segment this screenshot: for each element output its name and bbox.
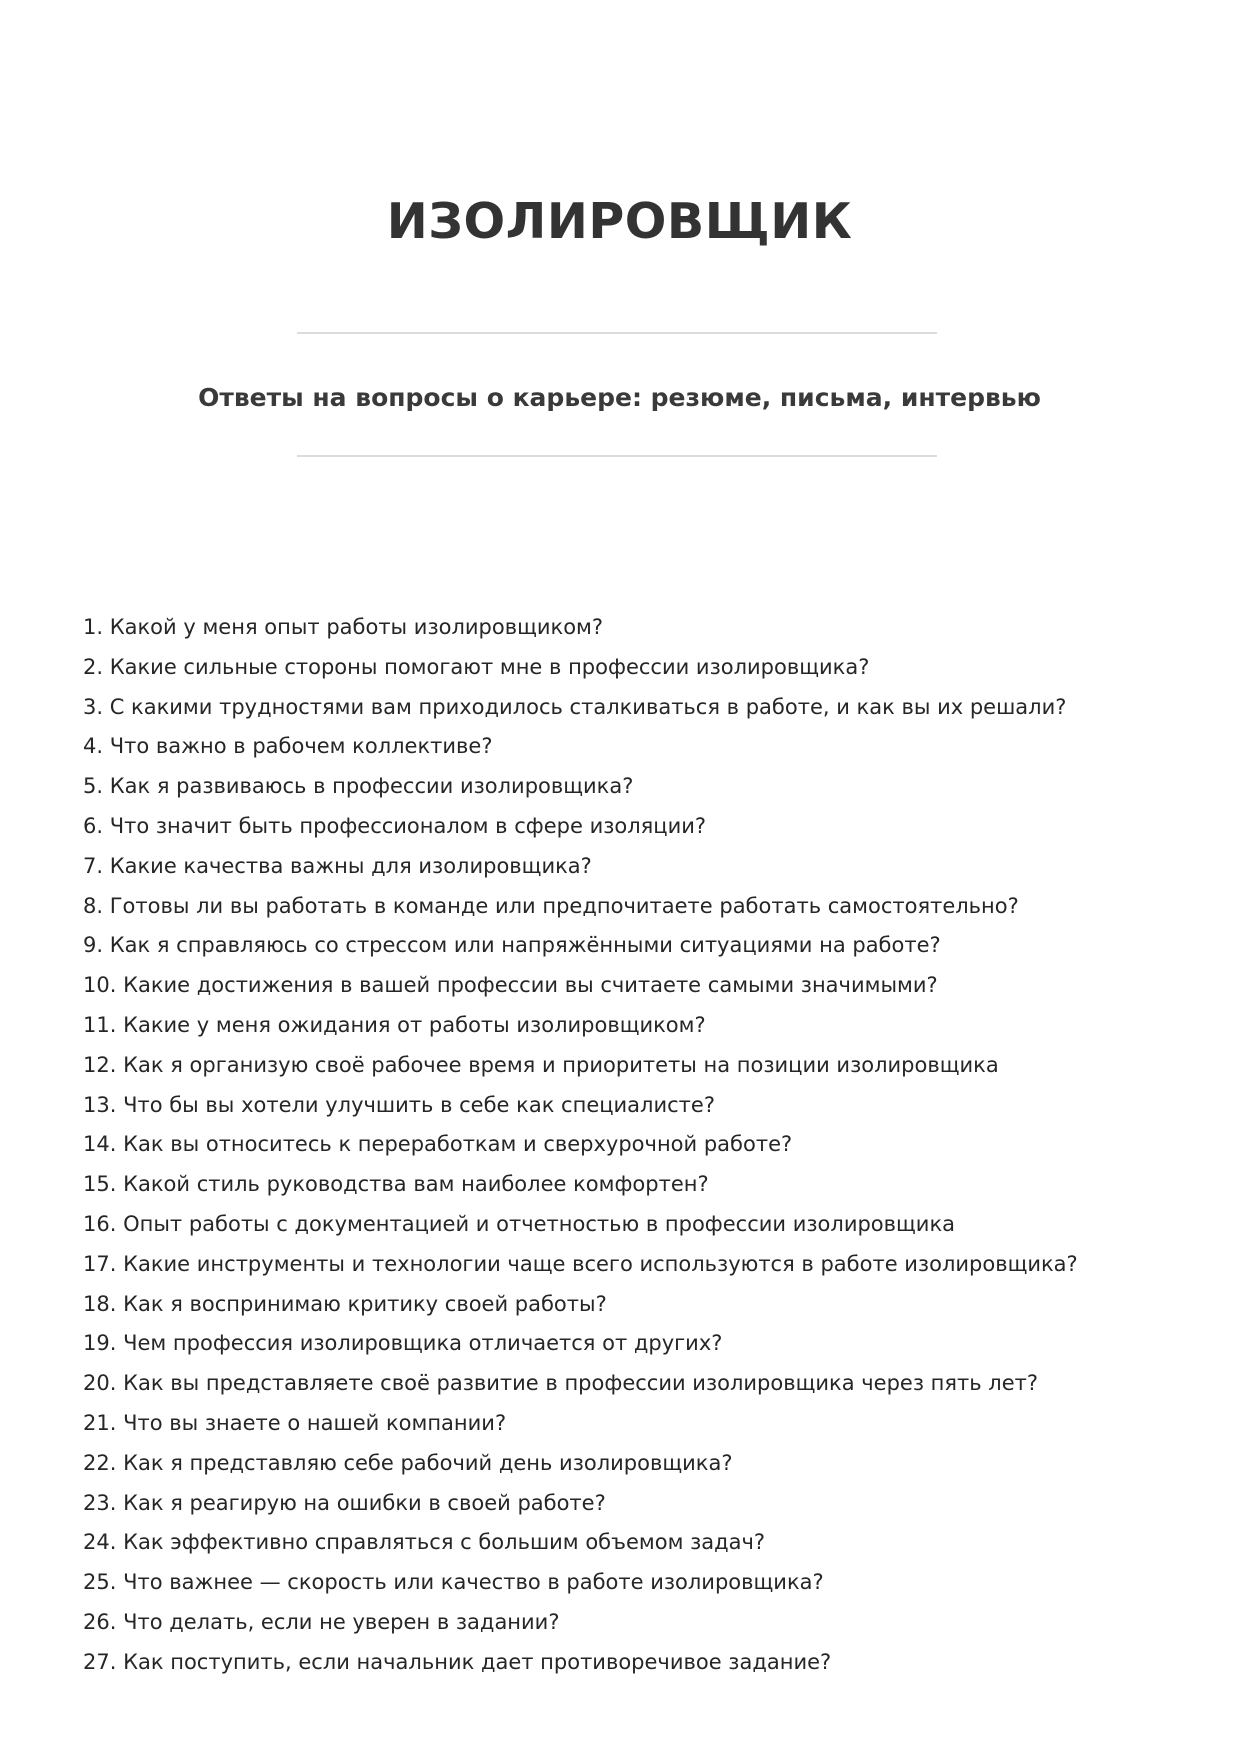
question-item: 17. Какие инструменты и технологии чаще всего используются в работе изолировщика? <box>83 1251 1078 1276</box>
page-title: ИЗОЛИРОВЩИК <box>386 193 853 250</box>
question-item: 9. Как я справляюсь со стрессом или напряжёнными ситуациями на работе? <box>83 933 941 958</box>
question-item: 12. Как я организую своё рабочее время и приоритеты на позиции изолировщика <box>83 1052 999 1077</box>
question-item: 7. Какие качества важны для изолировщика? <box>83 853 592 878</box>
question-item: 10. Какие достижения в вашей профессии вы считаете самыми значимыми? <box>83 973 938 998</box>
question-item: 14. Как вы относитесь к переработкам и сверхурочной работе? <box>83 1132 793 1157</box>
question-item: 27. Как поступить, если начальник дает противоречивое задание? <box>83 1649 832 1674</box>
question-item: 26. Что делать, если не уверен в задании? <box>83 1609 560 1634</box>
page-subtitle: Ответы на вопросы о карьере: резюме, письма, интервью <box>198 383 1041 412</box>
bottom-divider <box>297 455 937 457</box>
question-item: 8. Готовы ли вы работать в команде или предпочитаете работать самостоятельно? <box>83 893 1019 918</box>
question-item: 24. Как эффективно справляться с большим объемом задач? <box>83 1530 766 1555</box>
question-item: 22. Как я представляю себе рабочий день изолировщика? <box>83 1450 733 1475</box>
question-item: 13. Что бы вы хотели улучшить в себе как специалисте? <box>83 1092 715 1117</box>
question-item: 15. Какой стиль руководства вам наиболее комфортен? <box>83 1172 709 1197</box>
question-item: 1. Какой у меня опыт работы изолировщиком? <box>83 615 604 639</box>
question-item: 20. Как вы представляете своё развитие в профессии изолировщика через пять лет? <box>83 1371 1039 1396</box>
question-item: 2. Какие сильные стороны помогают мне в профессии изолировщика? <box>83 654 870 679</box>
top-divider <box>297 332 937 334</box>
question-item: 21. Что вы знаете о нашей компании? <box>83 1410 507 1435</box>
question-item: 5. Как я развиваюсь в профессии изолировщика? <box>83 774 634 799</box>
question-item: 23. Как я реагирую на ошибки в своей работе? <box>83 1490 606 1515</box>
question-item: 25. Что важнее — скорость или качество в работе изолировщика? <box>83 1570 824 1595</box>
question-list <box>83 608 1078 1683</box>
question-item: 11. Какие у меня ожидания от работы изолировщиком? <box>83 1012 706 1037</box>
question-item: 6. Что значит быть профессионалом в сфере изоляции? <box>83 813 707 838</box>
question-item: 18. Как я воспринимаю критику своей работы? <box>83 1291 607 1316</box>
question-item: 4. Что важно в рабочем коллективе? <box>83 734 493 759</box>
question-item: 19. Чем профессия изолировщика отличается от других? <box>83 1331 723 1356</box>
question-item: 3. С какими трудностями вам приходилось сталкиваться в работе, и как вы их решали? <box>83 694 1067 719</box>
question-item: 16. Опыт работы с документацией и отчетностью в профессии изолировщика <box>83 1211 956 1236</box>
